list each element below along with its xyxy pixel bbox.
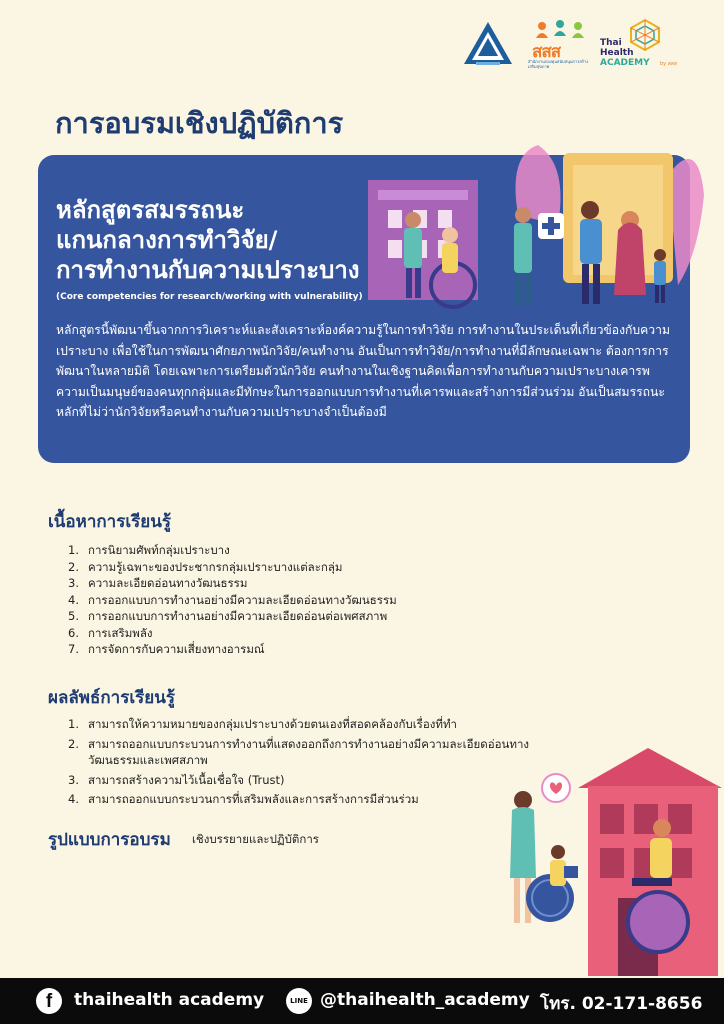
logo-line-health: Health <box>600 48 634 58</box>
outcomes-list <box>68 716 536 808</box>
list-item-number: 4. <box>68 592 79 607</box>
list-item-number: 3. <box>68 576 79 590</box>
list-item-text: สามารถออกแบบกระบวนการทำงานที่แสดงออกถึงการทำงานอย่างมีความละเอียดอ่อนทางวัฒนธรรมและเพศสภาพ <box>88 736 530 767</box>
facebook-icon: f <box>36 988 62 1014</box>
thaihealth-academy-wordmark <box>600 38 650 68</box>
list-item <box>68 791 536 808</box>
list-item <box>68 559 488 576</box>
list-item-number: 7. <box>68 642 79 656</box>
list-item-number: 2. <box>68 559 79 574</box>
logo-line-thai: Thai <box>600 38 622 48</box>
list-item-number: 5. <box>68 609 79 623</box>
list-item <box>68 736 536 769</box>
content-list <box>68 542 488 658</box>
list-item-number: 1. <box>68 717 79 731</box>
list-item-text: การนิยามศัพท์กลุ่มเปราะบาง <box>88 543 230 557</box>
list-item-number: 3. <box>68 772 79 787</box>
content-heading: เนื้อหาการเรียนรู้ <box>48 512 172 532</box>
list-item-text: สามารถสร้างความไว้เนื้อเชื่อใจ (Trust) <box>88 772 285 787</box>
list-item <box>68 575 488 592</box>
list-item <box>68 716 536 733</box>
outcomes-heading: ผลลัพธ์การเรียนรู้ <box>48 688 176 708</box>
page-title: การอบรมเชิงปฏิบัติการ <box>55 106 344 140</box>
sss-logo <box>528 18 592 72</box>
footer-bar <box>0 978 724 1024</box>
training-format-label: รูปแบบการอบรม <box>48 830 171 850</box>
list-item <box>68 542 488 559</box>
course-title <box>56 195 426 285</box>
course-title-line: การทำงานกับความเปราะบาง <box>56 256 360 284</box>
list-item <box>68 625 488 642</box>
list-item-text: การจัดการกับความเสี่ยงทางอารมณ์ <box>88 642 265 656</box>
course-description: หลักสูตรนี้พัฒนาขึ้นจากการวิเคราะห์และสังเคราะห์องค์ความรู้ในการทำวิจัย การทำงานในประเด็นที่เกี่ยวข้องกับความเปราะบาง เพื่อใช้ในการพัฒนาศักยภาพนักวิจัย/คนทำงาน อันเป็นการทำวิจัย/การทำงานที่มีลักษณะเฉพาะ ต้องการการพัฒนาในหลายมิติ โดยเฉพาะการเตรียมตัวนักวิจัย คนทำงานในเชิงฐานคิดเพื่อการทำงานกับความเปราะบางเคารพความเป็นมนุษย์ของคนทุกกลุ่มและมีทักษะในการออกแบบการทำงานที่เคารพและสร้างการมีส่วนร่วม อันเป็นสมรรถนะหลักที่ไม่ว่านักวิจัยหรือคนทำงานกับความเปราะบางจำเป็นต้องมี <box>56 323 671 419</box>
wheelchair-illustration <box>498 748 724 978</box>
sss-logo-subtext: สำนักงานกองทุนสนับสนุนการสร้างเสริมสุขภาพ <box>528 59 589 69</box>
list-item-number: 1. <box>68 543 79 557</box>
list-item-number: 6. <box>68 625 79 640</box>
list-item <box>68 641 488 658</box>
list-item <box>68 592 488 609</box>
list-item-text: สามารถออกแบบกระบวนการที่เสริมพลังและการสร้างการมีส่วนร่วม <box>88 792 419 806</box>
phone-number: โทร. 02-171-8656 <box>540 994 703 1014</box>
list-item-text: การออกแบบการทำงานอย่างมีความละเอียดอ่อนทางวัฒนธรรม <box>88 592 397 607</box>
list-item <box>68 772 536 789</box>
line-account-id: @thaihealth_academy <box>320 990 530 1010</box>
course-title-line: หลักสูตรสมรรถนะ <box>56 196 245 224</box>
list-item-text: สามารถให้ความหมายของกลุ่มเปราะบางด้วยตนเองที่สอดคล้องกับเรื่องที่ทำ <box>88 717 457 731</box>
list-item-number: 2. <box>68 736 79 751</box>
logo-line-academy: ACADEMY <box>600 58 650 68</box>
sss-logo-text: สสส <box>532 42 561 62</box>
list-item-text: การออกแบบการทำงานอย่างมีความละเอียดอ่อนต่อเพศสภาพ <box>88 609 388 623</box>
thaihealth-academy-logo <box>600 18 692 74</box>
list-item-text: ความรู้เฉพาะของประชากรกลุ่มเปราะบางแต่ละกลุ่ม <box>88 559 343 574</box>
list-item <box>68 608 488 625</box>
facebook-page-name: thaihealth academy <box>74 990 265 1010</box>
course-title-line: แกนกลางการทำวิจัย/ <box>56 226 278 254</box>
list-item-text: ความละเอียดอ่อนทางวัฒนธรรม <box>88 576 248 590</box>
course-title-english: (Core competencies for research/working with vulnerability) <box>56 292 363 302</box>
training-format-value: เชิงบรรยายและปฏิบัติการ <box>192 832 319 846</box>
list-item-number: 4. <box>68 792 79 806</box>
list-item-text: การเสริมพลัง <box>88 625 153 640</box>
line-icon: LINE <box>286 988 312 1014</box>
logo-by-text: by สสส <box>660 61 677 67</box>
triangle-logo <box>462 20 514 68</box>
